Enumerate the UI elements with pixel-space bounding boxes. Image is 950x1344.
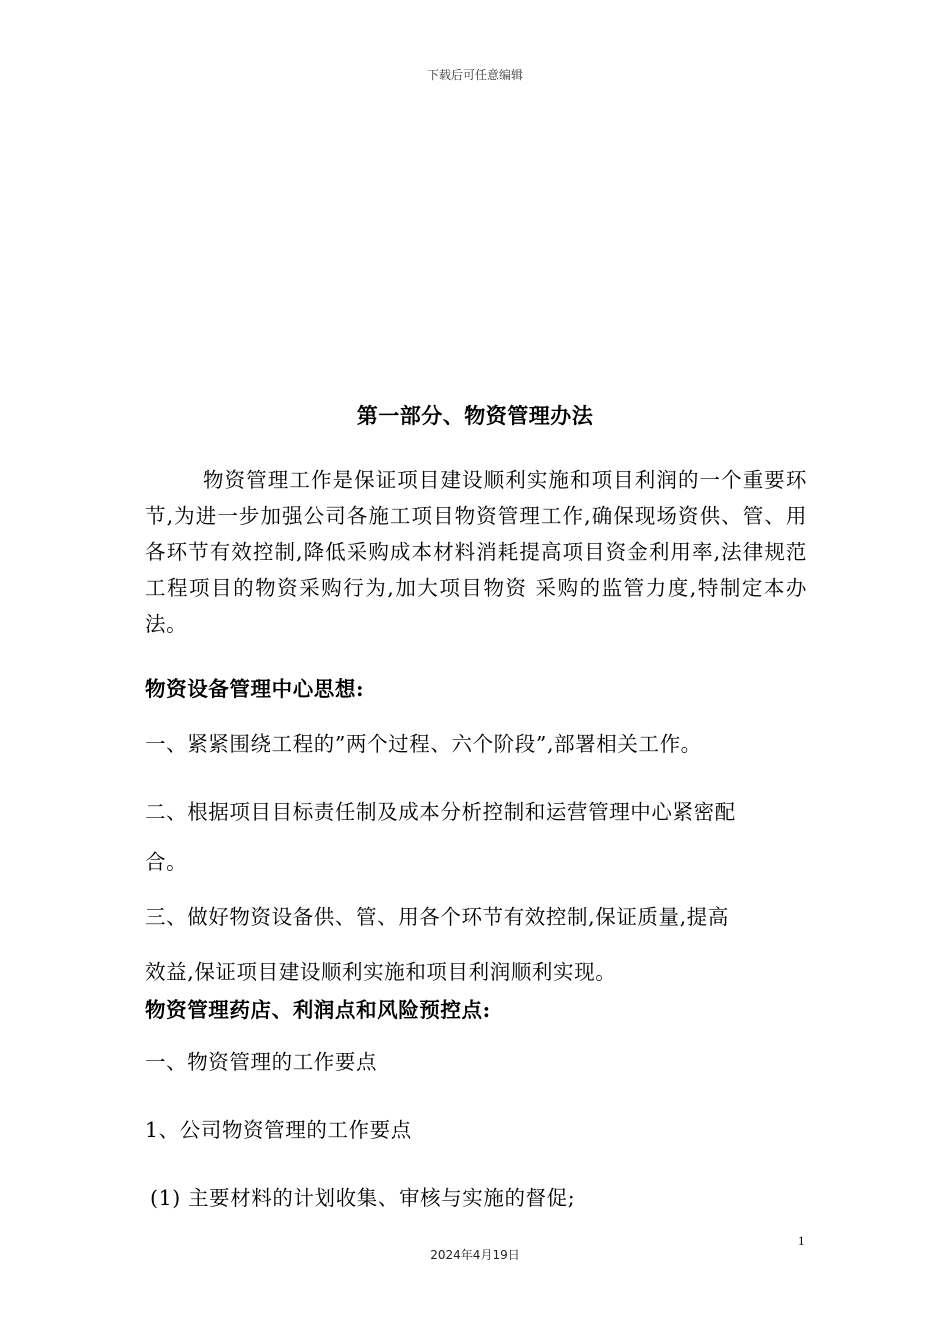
subsection-heading: 一、物资管理的工作要点: [145, 1050, 378, 1074]
subsection-item-1: 1、公司物资管理的工作要点: [145, 1118, 412, 1142]
list-item-2-line-1: 二、根据项目目标责任制及成本分析控制和运营管理中心紧密配: [145, 800, 736, 824]
header-note: 下载后可任意编辑: [426, 68, 523, 82]
footer-date: 2024年4月19日: [430, 1248, 520, 1262]
page-number: 1: [798, 1233, 805, 1248]
list-item-1: 一、紧紧围绕工程的”两个过程、六个阶段”,部署相关工作。: [145, 732, 702, 756]
list-item-3-line-2: 效益,保证项目建设顺利实施和项目利润顺利实现。: [145, 960, 617, 984]
intro-paragraph: 物资管理工作是保证项目建设顺利实施和项目利润的一个重要环节,为进一步加强公司各施工项目物资管理工作,确保现场资供、管、用各环节有效控制,降低采购成本材料消耗提高项目资金利用率,法律规范工程项目的物资采购行为,加大项目物资 采购的监管力度,特制定本办法。: [145, 468, 807, 636]
list-item-3-line-1: 三、做好物资设备供、管、用各个环节有效控制,保证质量,提高: [145, 905, 729, 929]
section-heading-philosophy: 物资设备管理中心思想:: [145, 677, 365, 701]
list-item-2-line-2: 合。: [145, 850, 188, 874]
subsection-item-1-1: (1) 主要材料的计划收集、审核与实施的督促;: [150, 1186, 576, 1210]
document-title: 第一部分、物资管理办法: [356, 403, 594, 428]
section-heading-control-points: 物资管理药店、利润点和风险预控点:: [145, 998, 491, 1022]
